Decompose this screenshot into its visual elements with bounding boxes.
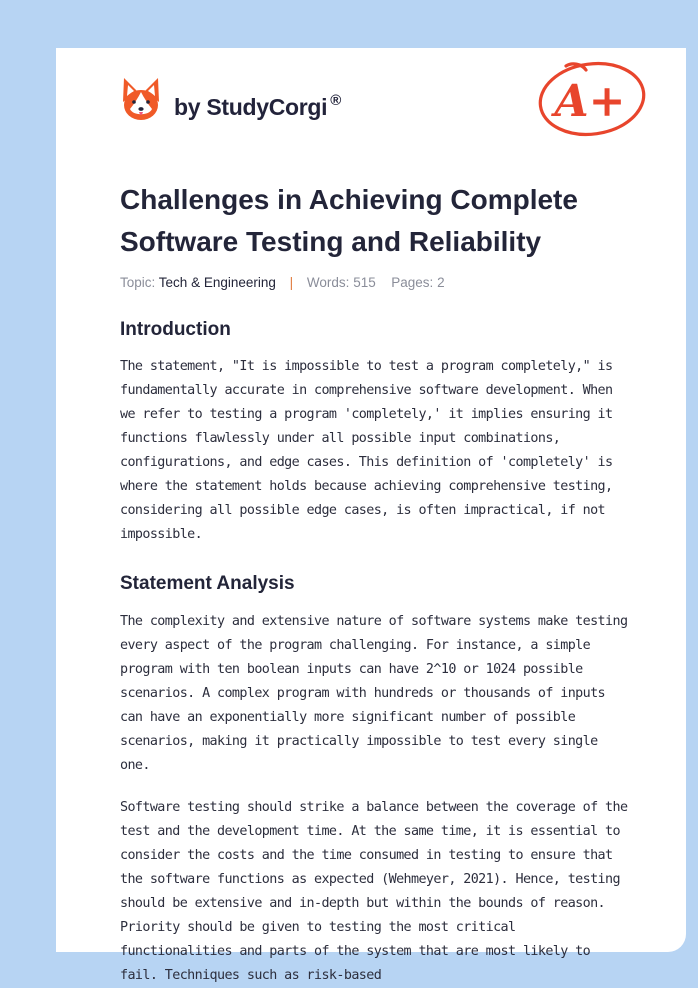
- brand-name[interactable]: by StudyCorgi ®: [174, 92, 342, 120]
- meta-separator: |: [289, 275, 294, 290]
- words-value: 515: [353, 275, 376, 290]
- corgi-icon: [120, 76, 162, 122]
- pages-value: 2: [437, 275, 445, 290]
- section-heading-statement-analysis: Statement Analysis: [120, 573, 295, 594]
- section-heading-introduction: Introduction: [120, 319, 231, 340]
- grade-text: A+: [554, 76, 626, 127]
- paragraph: The complexity and extensive nature of software systems make testing every aspect of the program challenging. For instance, a simple program with ten boolean inputs can have 2^10 or 1024 possible scenarios. A complex program with hundreds or thousands of inputs can have an exponentially more significant number of possible scenarios, making it practically impossible to test every single one.: [120, 614, 628, 773]
- document-page: [56, 48, 686, 983]
- pages-label: Pages:: [391, 275, 434, 290]
- registered-mark: ®: [330, 92, 342, 109]
- words-label: Words:: [306, 275, 350, 290]
- grade-badge-icon: [536, 58, 648, 140]
- paragraph: The statement, "It is impossible to test a program completely," is fundamentally accurate in comprehensive software development. When we refer to testing a program 'completely,' it implies ensuring it functions flawlessly under all possible input combinations, configurations, and edge cases. This definition of 'completely' is where the statement holds because achieving comprehensive testing, considering all possible edge cases, is often impractical, if not impossible.: [120, 359, 613, 542]
- topic-label: Topic:: [120, 275, 156, 290]
- paragraph: Software testing should strike a balance between the coverage of the test and the development time. At the same time, it is essential to consider the costs and the time consumed in testing to ensure that the software functions as expected (Wehmeyer, 2021). Hence, testing should be extensive and in-depth but within the bounds of reason. Priority should be given to testing the most critical functionalities and parts of the system that are most likely to fail. Techniques such as risk-based: [120, 800, 628, 983]
- page-header: [56, 48, 686, 168]
- topic-link[interactable]: Tech & Engineering: [158, 275, 276, 290]
- document-title: Challenges in Achieving Complete Software Testing and Reliability: [120, 184, 578, 257]
- document-meta: [120, 273, 630, 293]
- document-content: [120, 179, 630, 988]
